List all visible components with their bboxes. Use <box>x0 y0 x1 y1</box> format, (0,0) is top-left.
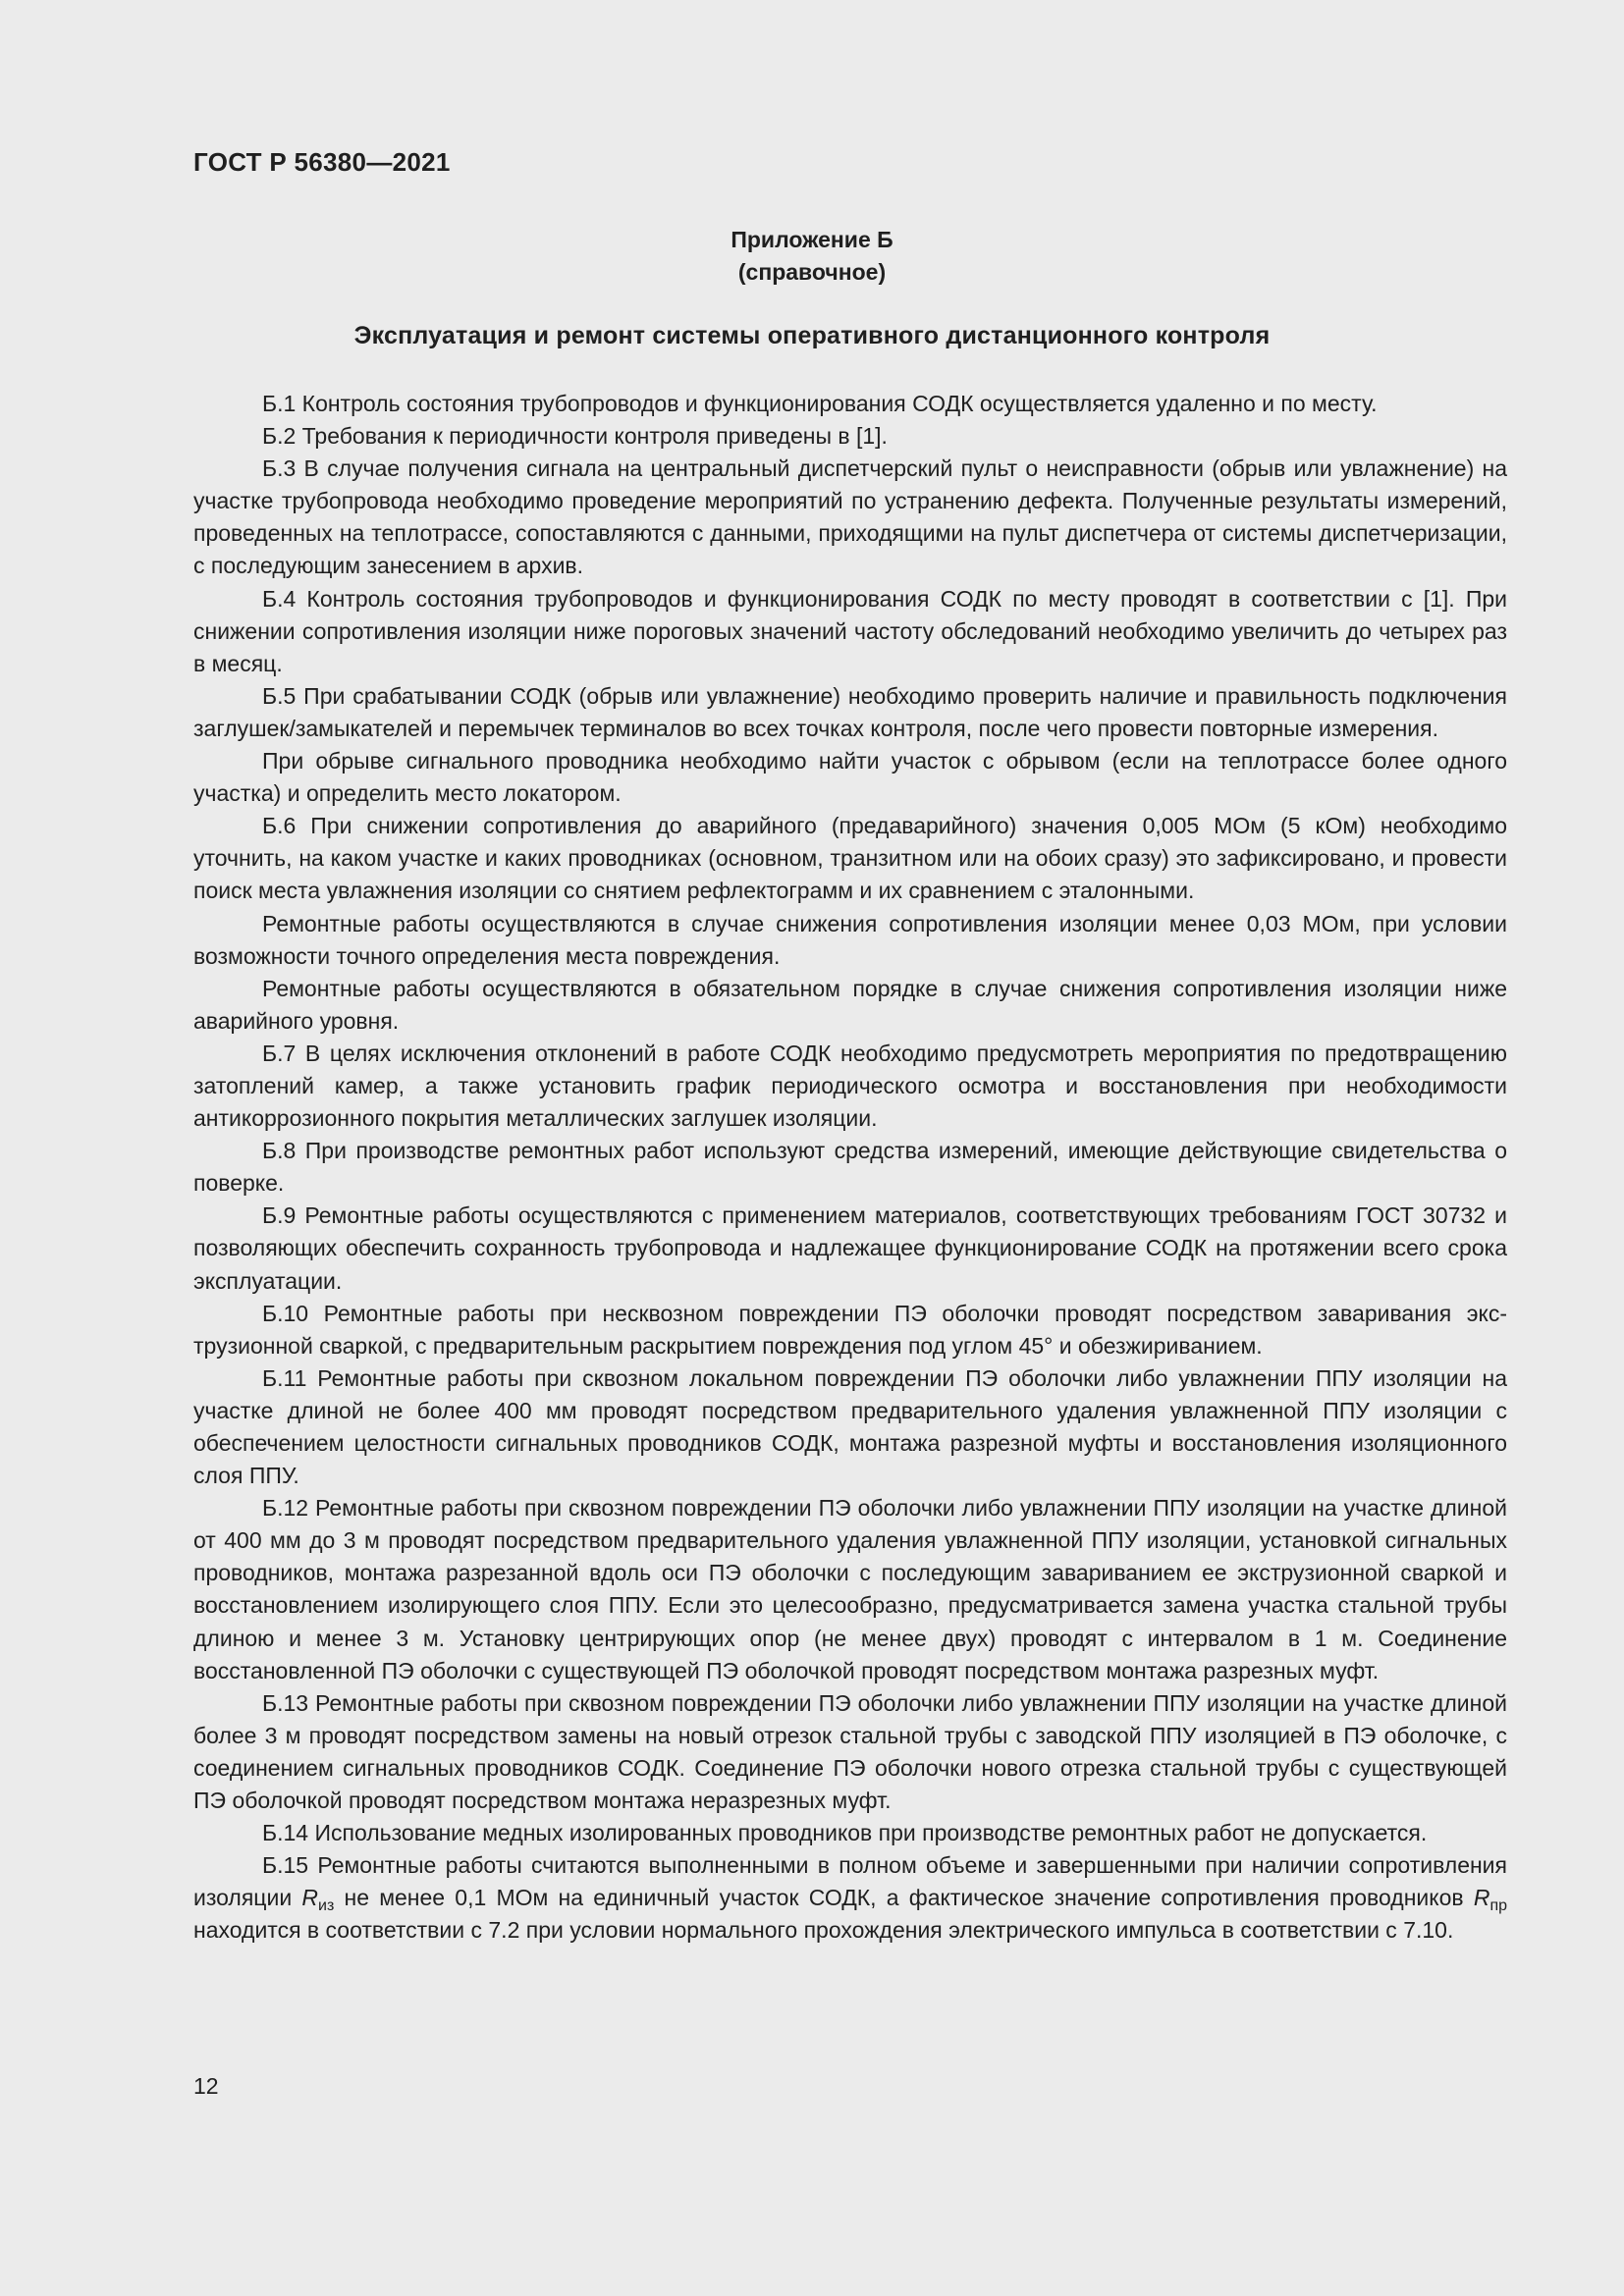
appendix-heading <box>0 224 1624 289</box>
appendix-subtitle: (справочное) <box>737 259 887 285</box>
paragraph-b4: Б.4 Контроль состояния трубопроводов и функционирования СОДК по месту проводят в соответствии с [1]. При снижении сопротивления изоляции ниже пороговых значений частоту обследований необходимо увеличить до четырех раз в месяц. <box>193 585 1507 676</box>
appendix-title: Приложение Б <box>731 227 893 252</box>
paragraph-b12: Б.12 Ремонтные работы при сквозном повреждении ПЭ оболочки либо увлажнении ППУ изоляции на участке длиной от 400 мм до 3 м проводят посредством предварительного удаления увлажненной ППУ изоляции, установкой сигнальных проводников, монтажа разрезанной вдоль оси ПЭ оболочки с последующим завариванием ее экструзионной сваркой и восстановлением изолирующего слоя ППУ. Если это целесообразно, предусматривается замена участка стальной трубы длиною и менее 3 м. Установку центрирующих опор (не менее двух) проводят с интервалом в 1 м. Соединение восстановленной ПЭ оболочки с существующей ПЭ оболочкой проводят посредством монтажа разрезных муфт. <box>193 1495 1507 1683</box>
paragraph-b10: Б.10 Ремонтные работы при несквозном повреждении ПЭ оболочки проводят посредством заваривания экструзионной сваркой, с предварительным раскрытием повреждения под углом 45° и обезжириванием. <box>193 1300 1507 1359</box>
paragraph-b5-cont: При обрыве сигнального проводника необходимо найти участок с обрывом (если на теплотрассе более одного участка) и определить место локатором. <box>193 748 1507 807</box>
paragraph-b8: Б.8 При производстве ремонтных работ используют средства измерений, имеющие действующие свидетельства о поверке. <box>193 1138 1507 1197</box>
symbol-r-pr: R <box>1473 1885 1490 1911</box>
paragraph-b13: Б.13 Ремонтные работы при сквозном повреждении ПЭ оболочки либо увлажнении ППУ изоляции на участке длиной более 3 м проводят посредством замены на новый отрезок стальной трубы с заводской ППУ изоляцией в ПЭ оболочке, с соединением сигнальных проводников СОДК. Соединение ПЭ оболочки нового отрезка стальной трубы с существующей ПЭ оболочкой проводят посредством монтажа неразрезных муфт. <box>193 1689 1507 1814</box>
paragraph-b1: Б.1 Контроль состояния трубопроводов и функционирования СОДК осуществляется удаленно и по месту. <box>262 391 1378 416</box>
symbol-r-iz: R <box>301 1885 318 1911</box>
paragraph-b15-part1: Б.15 Ремонтные работы считаются выполненными в полном объеме и завершенными при наличии сопротивления изоляции <box>193 1852 1507 1911</box>
paragraph-b2: Б.2 Требования к периодичности контроля приведены в [1]. <box>262 423 888 450</box>
section-title: Эксплуатация и ремонт системы оперативного дистанционного контроля <box>353 322 1271 349</box>
paragraph-b7: Б.7 В целях исключения отклонений в работе СОДК необходимо предусмотреть мероприятия по предотвращению затоплений камер, а также установить график периодического осмотра и восстановления при необходимости антикоррозионного покрытия металлических заглушек изоляции. <box>193 1040 1507 1132</box>
paragraph-b11: Б.11 Ремонтные работы при сквозном локальном повреждении ПЭ оболочки либо увлажнении ППУ изоляции на участке длиной не более 400 мм проводят посредством предварительного удаления увлажненной ППУ изоляции с обеспечением целостности сигнальных проводников СОДК, монтажа разрезной муфты и восстановления изоляционного слоя ППУ. <box>193 1364 1507 1489</box>
paragraph-b9: Б.9 Ремонтные работы осуществляются с применением материалов, соответствующих требованиям ГОСТ 30732 и позволяющих обеспечить сохранность трубопровода и надлежащее функционирование СОДК на протяжении всего срока эксплуатации. <box>193 1202 1507 1294</box>
paragraph-b3: Б.3 В случае получения сигнала на центральный диспетчерский пульт о неисправности (обрыв или увлажнение) на участке трубопровода необходимо проведение мероприятий по устранению дефекта. Полученные результаты измерений, проведенных на теплотрассе, сопоставляются с данными, приходящими на пульт диспетчера от системы диспетчеризации, с последующим занесением в архив. <box>193 455 1507 579</box>
document-body <box>193 388 1507 1948</box>
symbol-r-iz-subscript: из <box>318 1897 335 1915</box>
paragraph-b15-part3: находится в соответствии с 7.2 при условии нормального прохождения электрического импульса в соответствии с 7.10. <box>193 1917 1454 1944</box>
paragraph-b6-cont2: Ремонтные работы осуществляются в обязательном порядке в случае снижения сопротивления изоляции ниже аварийного уровня. <box>193 975 1507 1034</box>
paragraph-b14: Б.14 Использование медных изолированных проводников при производстве ремонтных работ не допускается. <box>262 1820 1428 1846</box>
symbol-r-pr-subscript: пр <box>1489 1897 1507 1915</box>
document-code: ГОСТ Р 56380—2021 <box>193 147 451 177</box>
paragraph-b15 <box>193 1849 1507 1947</box>
page-number: 12 <box>193 2073 219 2099</box>
paragraph-b6: Б.6 При снижении сопротивления до аварийного (предаварийного) значения 0,005 МОм (5 кОм) необходимо уточнить, на каком участке и каких проводниках (основном, транзитном или на обоих сразу) это зафиксировано, и провести поиск места увлажнения изоляции со снятием рефлектограмм и их сравнением с эталонными. <box>193 813 1507 904</box>
paragraph-b5: Б.5 При срабатывании СОДК (обрыв или увлажнение) необходимо проверить наличие и правильность подключения заглушек/замыкателей и перемычек терминалов во всех точках контроля, после чего провести повторные измерения. <box>193 682 1507 741</box>
paragraph-b15-part2: не менее 0,1 МОм на единичный участок СОДК, а фактическое значение сопротивления проводников <box>334 1885 1474 1911</box>
paragraph-b6-cont1: Ремонтные работы осуществляются в случае снижения сопротивления изоляции менее 0,03 МОм, при условии возможности точного определения места повреждения. <box>193 910 1507 969</box>
